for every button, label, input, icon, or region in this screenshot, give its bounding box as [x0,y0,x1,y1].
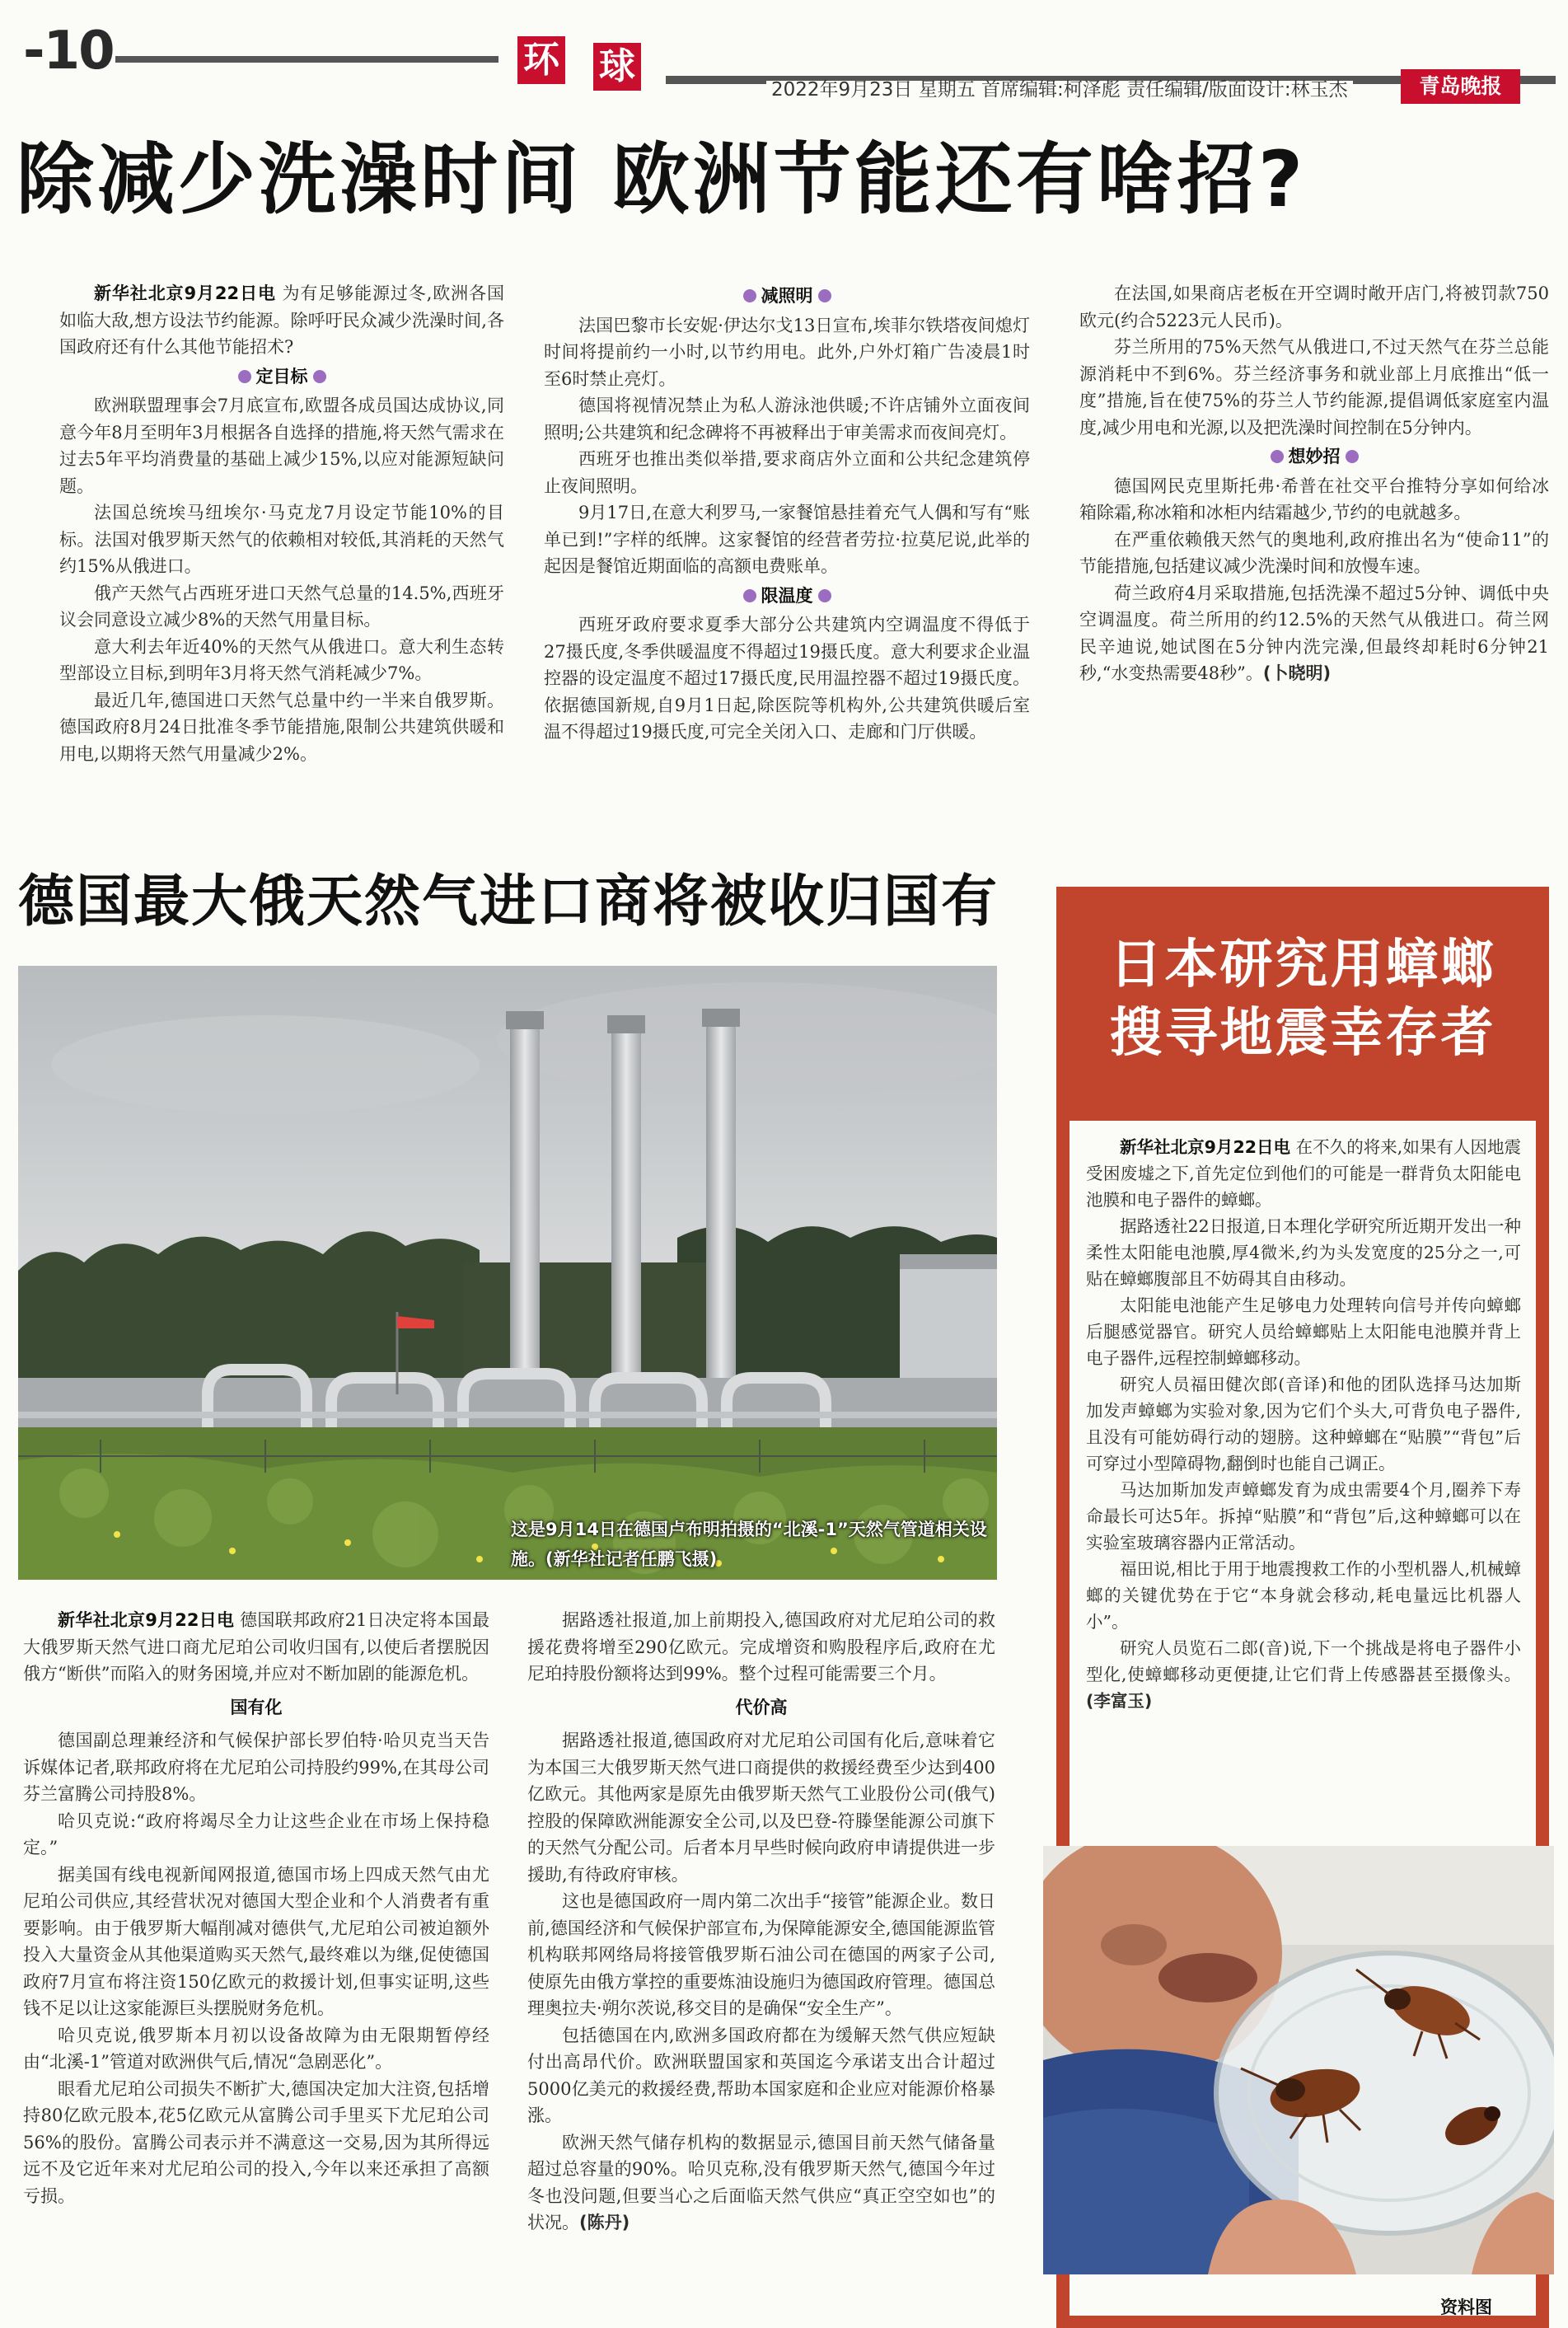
article2-paragraph: 据路透社报道,加上前期投入,德国政府对尤尼珀公司的救援花费将增至290亿欧元。完成增资和购股程序后,政府在尤尼珀持股份额将达到99%。整个过程可能需要三个月。 [527,1610,995,1684]
section-tag-char-2: 球 [593,43,641,91]
article1-paragraph: 法国巴黎市长安妮·伊达尔戈13日宣布,埃菲尔铁塔夜间熄灯时间将提前约一小时,以节约用电。此外,户外灯箱广告凌晨1时至6时禁止亮灯。 [544,315,1030,389]
bullet-dot-icon [1346,450,1359,463]
article1-col2 [544,280,1030,746]
article2-dateline: 新华社北京9月22日电 [58,1610,235,1630]
article2-headline: 德国最大俄天然气进口商将被收归国有 [18,869,999,934]
article2-paragraph: 这也是德国政府一周内第二次出手“接管”能源企业。数日前,德国经济和气候保护部宣布,为保障能源安全,德国能源监管机构联邦网络局将接管俄罗斯石油公司在德国的两家子公司,使原先由俄方掌控的重要炼油设施归为德国政府管理。德国总理奥拉夫·朔尔茨说,移交目的是确保“安全生产”。 [527,1891,995,2018]
bullet-dot-icon [818,589,831,602]
article3-lead: 在不久的将来,如果有人因地震受困废墟之下,首先定位到他们的可能是一群背负太阳能电池膜和电子器件的蟑螂。 [1086,1137,1521,1210]
article3-paragraph: 研究人员福田健次郎(音译)和他的团队选择马达加斯加发声蟑螂为实验对象,因为它们个头大,可背负电子器件,且没有可能妨碍行动的翅膀。这种蟑螂在“贴膜”“背包”后可穿过小型障碍物,翻倒时也能自己调正。 [1086,1375,1521,1473]
article1-headline: 除减少洗澡时间 欧洲节能还有啥招? [16,135,1307,225]
bullet-dot-icon [238,370,251,383]
article1-paragraph: 西班牙政府要求夏季大部分公共建筑内空调温度不得低于27摄氏度,冬季供暖温度不得超过19摄氏度。意大利要求企业温控器的设定温度不超过17摄氏度,民用温控器不超过19摄氏度。依据德国新规,自9月1日起,除医院等机构外,公共建筑供暖后室温不得超过19摄氏度,可完全关闭入口、走廊和门厅供暖。 [544,615,1030,742]
bullet-dot-icon [743,289,756,302]
article1-subhead-4: 想妙招 [1079,443,1549,471]
article1-paragraph: 俄产天然气占西班牙进口天然气总量的14.5%,西班牙议会同意设立减少8%的天然气用量目标。 [59,583,504,630]
article3-author: (李富玉) [1086,1691,1153,1711]
article1-author: (卜晓明) [1262,663,1332,683]
article1-col3 [1079,280,1549,687]
article2-paragraph: 欧洲天然气储存机构的数据显示,德国目前天然气储备量超过总容量的90%。哈贝克称,没有俄罗斯天然气,德国今年过冬也没问题,但要当心之后面临天然气供应“真正空空如也”的状况。 [527,2132,995,2232]
article3-dateline: 新华社北京9月22日电 [1120,1137,1291,1157]
photo-credit: 资料图 [1440,2298,1492,2317]
article1-paragraph: 在严重依赖俄天然气的奥地利,政府推出名为“使命11”的节能措施,包括建议减少洗澡时间和放慢车速。 [1079,529,1549,576]
article1-paragraph: 德国网民克里斯托弗·希普在社交平台推特分享如何给冰箱除霜,称冰箱和冰柜内结霜越少,节约的电就越多。 [1079,475,1549,522]
paper-logo: 青岛晚报 [1401,69,1520,104]
article2-col1 [23,1607,489,2209]
article2-author: (陈丹) [579,2213,630,2232]
article3-paragraph: 据路透社22日报道,日本理化学研究所近期开发出一种柔性太阳能电池膜,厚4微米,约为头发宽度的25分之一,可贴在蟑螂腹部且不妨碍其自由移动。 [1086,1216,1521,1289]
article1-paragraph: 芬兰所用的75%天然气从俄进口,不过天然气在芬兰总能源消耗中不到6%。芬兰经济事务和就业部上月底推出“低一度”措施,旨在使75%的芬兰人节约能源,提倡调低家庭室内温度,减少用电和光源,以及把洗澡时间控制在5分钟内。 [1079,337,1549,438]
article3-paragraph: 福田说,相比于用于地震搜救工作的小型机器人,机械蟑螂的关键优势在于它“本身就会移动,耗电量远比机器人小”。 [1086,1559,1521,1632]
article1-paragraph: 最近几年,德国进口天然气总量中约一半来自俄罗斯。德国政府8月24日批准冬季节能措施,限制公共建筑供暖和用电,以期将天然气用量减少2%。 [59,690,504,764]
article3-body [1086,1134,1521,1714]
article2-paragraph: 眼看尤尼珀公司损失不断扩大,德国决定加大注资,包括增持80亿欧元股本,花5亿欧元从富腾公司手里买下尤尼珀公司56%的股份。富腾公司表示并不满意这一交易,因为其所得远远不及它近年来对尤尼珀公司的投入,今年以来还承担了高额亏损。 [23,2078,489,2206]
article1-subhead-3: 限温度 [544,583,1030,610]
issue-info: 2022年9月23日 星期五 首席编辑:柯泽彪 责任编辑/版面设计:林玉杰 [766,81,1353,100]
article2-paragraph: 包括德国在内,欧洲多国政府都在为缓解天然气供应短缺付出高昂代价。欧洲联盟国家和英国迄今承诺支出合计超过5000亿美元的救援经费,帮助本国家庭和企业应对能源价格暴涨。 [527,2025,995,2125]
article2-paragraph: 哈贝克说:“政府将竭尽全力让这些企业在市场上保持稳定。” [23,1810,489,1857]
article2-paragraph: 德国副总理兼经济和气候保护部长罗伯特·哈贝克当天告诉媒体记者,联邦政府将在尤尼珀公司持股约99%,在其母公司芬兰富腾公司持股8%。 [23,1731,489,1804]
photo-caption: 这是9月14日在德国卢布明拍摄的“北溪-1”天然气管道相关设施。(新华社记者任鹏飞摄) [511,1520,987,1569]
cockroach-photo [1043,1846,1554,2274]
section-tag-char-1: 环 [517,36,565,84]
bullet-dot-icon [313,370,326,383]
bullet-dot-icon [818,289,831,302]
article1-paragraph: 德国将视情况禁止为私人游泳池供暖;不许店铺外立面夜间照明;公共建筑和纪念碑将不再被释出于审美需求而夜间亮灯。 [544,396,1030,443]
article3-headline-line1: 日本研究用蟑螂 [1109,934,1496,995]
article1-paragraph: 法国总统埃马纽埃尔·马克龙7月设定节能10%的目标。法国对俄罗斯天然气的依赖相对较低,其消耗的天然气约15%从俄进口。 [59,503,504,576]
article3-paragraph: 研究人员览石二郎(音)说,下一个挑战是将电子器件小型化,使蟑螂移动更便捷,让它们背上传感器甚至摄像头。 [1086,1638,1521,1684]
article1-subhead-1: 定目标 [59,363,504,391]
article1-paragraph: 意大利去年近40%的天然气从俄进口。意大利生态转型部设立目标,到明年3月将天然气消耗减少7%。 [59,636,504,683]
gas-plant-photo [18,966,997,1580]
article3-headline [1056,931,1549,1068]
article1-lead: 为有足够能源过冬,欧洲各国如临大敌,想方设法节约能源。除呼吁民众减少洗澡时间,各国政府还有什么其他节能招术? [59,283,504,357]
cockroach-illustration [1043,1846,1554,2274]
gas-plant-illustration [18,966,997,1580]
article1-subhead-2: 减照明 [544,283,1030,310]
article3-paragraph: 太阳能电池能产生足够电力处理转向信号并传向蟑螂后腿感觉器官。研究人员给蟑螂贴上太阳能电池膜并背上电子器件,远程控制蟑螂移动。 [1086,1295,1521,1368]
article2-col2 [527,1607,995,2237]
bullet-dot-icon [743,589,756,602]
article2-paragraph: 据美国有线电视新闻网报道,德国市场上四成天然气由尤尼珀公司供应,其经营状况对德国大型企业和个人消费者有重要影响。由于俄罗斯大幅削减对德供气,尤尼珀公司被迫额外投入大量资金从其他渠道购买天然气,最终难以为继,促使德国政府7月宣布将注资150亿欧元的救援计划,但事实证明,这些钱不足以让这家能源巨头摆脱财务危机。 [23,1864,489,2018]
article1-col1 [59,280,504,767]
article2-subhead-1: 国有化 [230,1697,283,1717]
article2-lead: 德国联邦政府21日决定将本国最大俄罗斯天然气进口商尤尼珀公司收归国有,以使后者摆脱因俄方“断供”而陷入的财务困境,并应对不断加剧的能源危机。 [23,1610,489,1684]
article1-paragraph: 9月17日,在意大利罗马,一家餐馆悬挂着充气人偶和写有“账单已到!”字样的纸牌。这家餐馆的经营者劳拉·拉莫尼说,此举的起因是餐馆近期面临的高额电费账单。 [544,503,1030,576]
page-number: -10 [23,21,114,82]
article2-subhead-2: 代价高 [735,1697,788,1717]
article1-paragraph: 欧洲联盟理事会7月底宣布,欧盟各成员国达成协议,同意今年8月至明年3月根据各自选择的措施,将天然气需求在过去5年平均消费量的基础上减少15%,以应对能源短缺问题。 [59,396,504,496]
article1-paragraph: 西班牙也推出类似举措,要求商店外立面和公共纪念建筑停止夜间照明。 [544,449,1030,496]
article2-paragraph: 哈贝克说,俄罗斯本月初以设备故障为由无限期暂停经由“北溪-1”管道对欧洲供气后,情况“急剧恶化”。 [23,2025,489,2072]
header-rule-left [115,56,498,63]
article3-headline-line2: 搜寻地震幸存者 [1109,1003,1496,1065]
article1-paragraph: 在法国,如果商店老板在开空调时敞开店门,将被罚款750欧元(约合5223元人民币)。 [1079,283,1549,330]
article3-paragraph: 马达加斯加发声蟑螂发育为成虫需要4个月,圈养下寿命最长可达5年。拆掉“贴膜”和“背包”后,这种蟑螂可以在实验室玻璃容器内正常活动。 [1086,1480,1521,1553]
bullet-dot-icon [1271,450,1284,463]
article2-paragraph: 据路透社报道,德国政府对尤尼珀公司国有化后,意味着它为本国三大俄罗斯天然气进口商提供的救援经费至少达到400亿欧元。其他两家是原先由俄罗斯天然气工业股份公司(俄气)控股的保障欧洲能源安全公司,以及巴登-符滕堡能源公司旗下的天然气分配公司。后者本月早些时候向政府申请提供进一步援助,有待政府审核。 [527,1731,995,1885]
article1-dateline: 新华社北京9月22日电 [94,283,276,303]
article1-paragraph: 荷兰政府4月采取措施,包括洗澡不超过5分钟、调低中央空调温度。荷兰所用的约12.5%的天然气从俄进口。荷兰网民辛迪说,她试图在5分钟内洗完澡,但最终却耗时6分钟21秒,“水变热需要48秒”。 [1079,583,1549,683]
